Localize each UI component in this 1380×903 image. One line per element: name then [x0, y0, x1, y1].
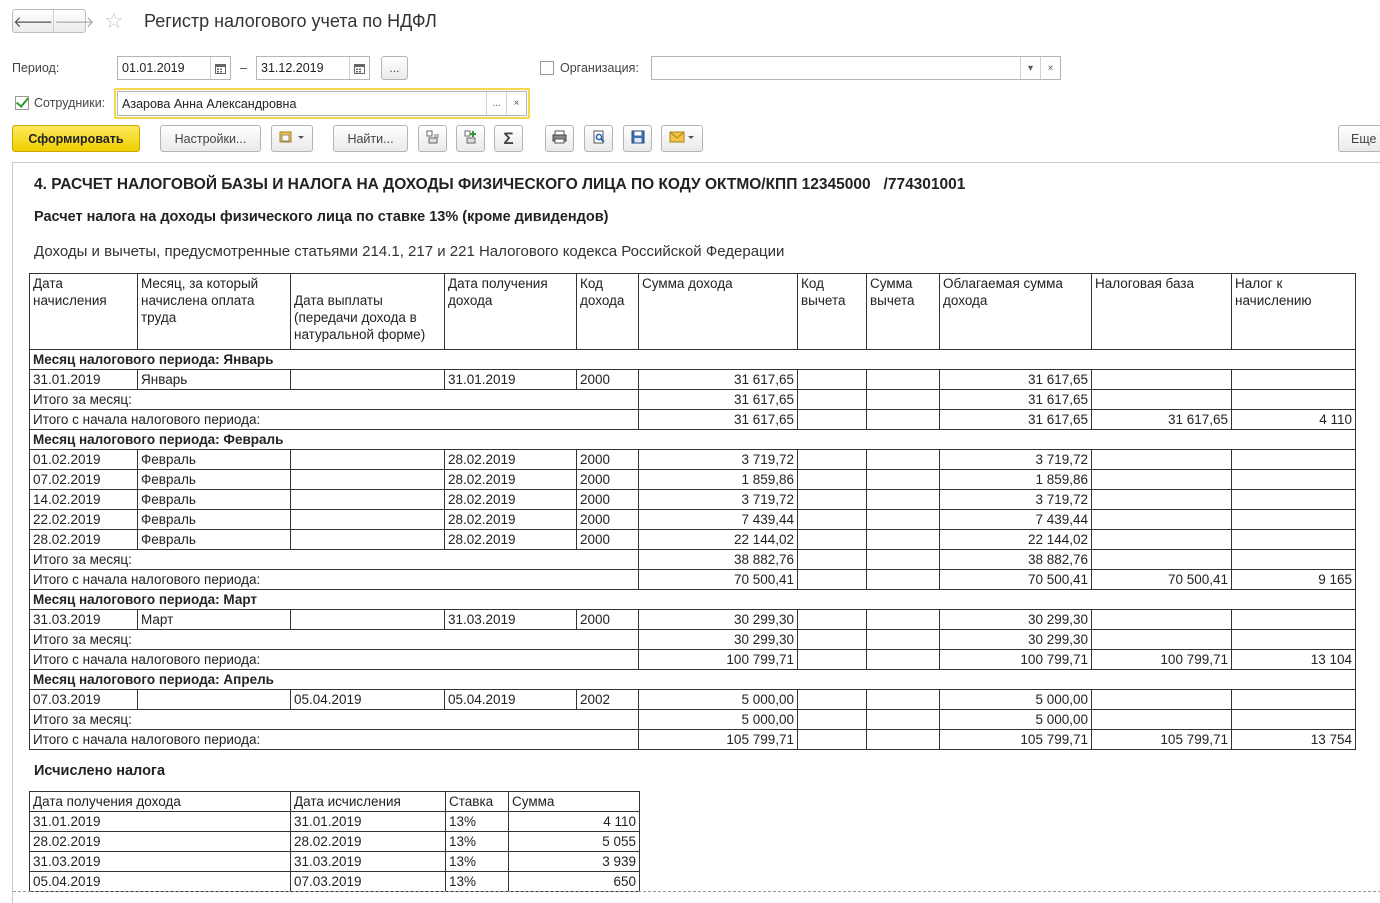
table-cell: Март [138, 610, 291, 630]
tax-cell: 4 110 [509, 812, 640, 832]
table-cell [1092, 530, 1232, 550]
window-titlebar [0, 0, 1380, 46]
organization-field[interactable] [651, 56, 1061, 80]
table-cell [1232, 470, 1356, 490]
total-cell: 38 882,76 [639, 550, 798, 570]
table-cell [1232, 690, 1356, 710]
table-cell [798, 610, 867, 630]
employees-label: Сотрудники: [34, 96, 106, 110]
calendar-icon[interactable] [349, 57, 369, 79]
table-cell [291, 450, 445, 470]
total-label: Итого с начала налогового периода: [30, 730, 639, 750]
favorite-star-icon[interactable]: ☆ [104, 8, 124, 33]
table-cell: 31.01.2019 [445, 370, 577, 390]
more-menu-button[interactable]: Еще [1338, 125, 1380, 152]
table-cell: 28.02.2019 [445, 530, 577, 550]
total-cell [867, 570, 940, 590]
total-cell [1232, 390, 1356, 410]
table-cell: 28.02.2019 [30, 530, 138, 550]
group-header-row [30, 350, 1356, 370]
column-header: Налог к начислению [1232, 274, 1356, 350]
tax-cell: 05.04.2019 [30, 872, 291, 892]
send-email-button[interactable] [661, 125, 703, 152]
tax-cell: 07.03.2019 [291, 872, 446, 892]
table-cell [291, 610, 445, 630]
income-table [29, 273, 1356, 750]
table-row [30, 450, 1356, 470]
table-cell [798, 510, 867, 530]
table-cell [1092, 610, 1232, 630]
total-cell [867, 650, 940, 670]
column-header: Сумма дохода [639, 274, 798, 350]
table-row [30, 530, 1356, 550]
employees-checkbox[interactable] [15, 96, 29, 110]
total-cell [867, 630, 940, 650]
table-cell: 01.02.2019 [30, 450, 138, 470]
total-cell: 100 799,71 [940, 650, 1092, 670]
total-label: Итого за месяц: [30, 390, 639, 410]
table-cell: 2000 [577, 470, 639, 490]
table-cell: 31.03.2019 [30, 610, 138, 630]
table-cell: 2000 [577, 610, 639, 630]
report-document [12, 162, 1380, 903]
table-cell [138, 690, 291, 710]
table-cell: 2000 [577, 510, 639, 530]
total-cell [798, 710, 867, 730]
total-cell [1232, 630, 1356, 650]
table-cell: 28.02.2019 [445, 490, 577, 510]
tax-cell: 650 [509, 872, 640, 892]
clear-icon[interactable]: × [1040, 57, 1060, 79]
total-cell: 70 500,41 [940, 570, 1092, 590]
tax-cell: 31.03.2019 [30, 852, 291, 872]
total-cell: 5 000,00 [639, 710, 798, 730]
table-cell: Февраль [138, 510, 291, 530]
group-header: Месяц налогового периода: Апрель [30, 670, 1356, 690]
table-row [30, 690, 1356, 710]
employees-value: Азарова Анна Александровна [122, 96, 297, 111]
period-select-button[interactable]: ... [381, 56, 408, 80]
table-row [30, 490, 1356, 510]
clear-icon[interactable]: × [506, 92, 526, 115]
table-cell [291, 370, 445, 390]
table-cell [1092, 690, 1232, 710]
total-cell: 9 165 [1232, 570, 1356, 590]
expand-groups-icon [426, 130, 440, 147]
variants-button[interactable] [271, 125, 313, 152]
tax-column-header: Ставка [446, 792, 509, 812]
column-header: Налоговая база [1092, 274, 1232, 350]
organization-label: Организация: [560, 61, 639, 75]
table-cell: 14.02.2019 [30, 490, 138, 510]
table-cell [867, 450, 940, 470]
total-cell: 70 500,41 [639, 570, 798, 590]
table-cell: 7 439,44 [940, 510, 1092, 530]
total-label: Итого с начала налогового периода: [30, 650, 639, 670]
printer-icon [552, 130, 567, 147]
preview-button[interactable] [584, 125, 613, 152]
arrow-right-icon: 🡒 [54, 13, 95, 31]
table-cell [291, 510, 445, 530]
table-cell: Февраль [138, 450, 291, 470]
total-cell: 31 617,65 [639, 410, 798, 430]
total-label: Итого за месяц: [30, 710, 639, 730]
sum-button[interactable]: Σ [494, 125, 523, 152]
tax-cell: 13% [446, 812, 509, 832]
total-cell [1092, 630, 1232, 650]
total-cell [798, 410, 867, 430]
table-cell: 2000 [577, 490, 639, 510]
table-row [30, 370, 1356, 390]
table-cell: 28.02.2019 [445, 510, 577, 530]
group-header-row [30, 430, 1356, 450]
total-cell [867, 390, 940, 410]
tax-header-row [30, 792, 640, 812]
tax-section-title: Исчислено налога [34, 763, 166, 779]
total-cell: 31 617,65 [940, 410, 1092, 430]
table-cell: 2000 [577, 450, 639, 470]
date-separator: – [240, 61, 247, 75]
table-cell [798, 530, 867, 550]
tax-column-header: Дата получения дохода [30, 792, 291, 812]
ytd-total-row [30, 650, 1356, 670]
tax-row [30, 852, 640, 872]
collapse-groups-button[interactable] [456, 125, 485, 152]
table-cell: 31.01.2019 [30, 370, 138, 390]
total-cell: 13 104 [1232, 650, 1356, 670]
table-cell [798, 370, 867, 390]
history-nav [12, 9, 95, 33]
total-cell: 31 617,65 [639, 390, 798, 410]
table-cell [798, 450, 867, 470]
organization-checkbox[interactable] [540, 61, 554, 75]
total-cell: 38 882,76 [940, 550, 1092, 570]
date-to-value: 31.12.2019 [261, 61, 324, 75]
table-cell [1232, 510, 1356, 530]
table-cell [867, 370, 940, 390]
total-cell: 105 799,71 [940, 730, 1092, 750]
total-cell [867, 710, 940, 730]
tax-row [30, 832, 640, 852]
table-cell: 30 299,30 [940, 610, 1092, 630]
month-total-row [30, 550, 1356, 570]
total-cell [1092, 710, 1232, 730]
tax-cell: 31.03.2019 [291, 852, 446, 872]
column-header: Месяц, за который начислена оплата труда [138, 274, 291, 350]
table-cell: 31 617,65 [639, 370, 798, 390]
total-cell: 70 500,41 [1092, 570, 1232, 590]
print-button[interactable] [545, 125, 574, 152]
ytd-total-row [30, 730, 1356, 750]
tax-cell: 5 055 [509, 832, 640, 852]
table-cell: 30 299,30 [639, 610, 798, 630]
table-cell: 05.04.2019 [445, 690, 577, 710]
table-cell: 31.03.2019 [445, 610, 577, 630]
table-cell: 31 617,65 [940, 370, 1092, 390]
month-total-row [30, 390, 1356, 410]
total-cell [867, 410, 940, 430]
table-cell: Февраль [138, 530, 291, 550]
tax-cell: 31.01.2019 [30, 812, 291, 832]
ytd-total-row [30, 570, 1356, 590]
month-total-row [30, 710, 1356, 730]
table-cell: Февраль [138, 490, 291, 510]
total-cell [1092, 550, 1232, 570]
table-cell [291, 490, 445, 510]
table-cell [1092, 510, 1232, 530]
folder-report-icon [279, 130, 305, 147]
report-subtitle-2: Доходы и вычеты, предусмотренные статьями 214.1, 217 и 221 Налогового кодекса Российской Федерации [34, 243, 785, 260]
column-header: Дата начисления [30, 274, 138, 350]
table-cell [867, 610, 940, 630]
table-cell: 2002 [577, 690, 639, 710]
back-button[interactable] [13, 10, 53, 32]
report-title: 4. РАСЧЕТ НАЛОГОВОЙ БАЗЫ И НАЛОГА НА ДОХОДЫ ФИЗИЧЕСКОГО ЛИЦА ПО КОДУ ОКТМО/КПП 12345000 /774301001 [34, 176, 966, 193]
total-cell [798, 630, 867, 650]
tax-table [29, 791, 640, 892]
total-cell: 105 799,71 [1092, 730, 1232, 750]
tax-cell: 13% [446, 872, 509, 892]
page-break-line [13, 891, 1380, 892]
table-cell [1232, 530, 1356, 550]
table-cell: 07.02.2019 [30, 470, 138, 490]
total-cell [867, 730, 940, 750]
table-cell: 05.04.2019 [291, 690, 445, 710]
collapse-groups-icon [464, 130, 478, 147]
floppy-disk-icon [631, 130, 645, 147]
table-row [30, 610, 1356, 630]
table-cell: 3 719,72 [940, 490, 1092, 510]
table-cell: 22 144,02 [940, 530, 1092, 550]
column-header: Дата получения дохода [445, 274, 577, 350]
ytd-total-row [30, 410, 1356, 430]
table-cell: 2000 [577, 370, 639, 390]
table-cell [1232, 490, 1356, 510]
table-cell: 3 719,72 [940, 450, 1092, 470]
table-cell [1092, 450, 1232, 470]
table-cell [798, 490, 867, 510]
total-label: Итого за месяц: [30, 630, 639, 650]
calendar-icon[interactable] [210, 57, 230, 79]
tax-cell: 31.01.2019 [291, 812, 446, 832]
report-subtitle: Расчет налога на доходы физического лица по ставке 13% (кроме дивидендов) [34, 209, 609, 225]
date-to-field[interactable] [256, 56, 370, 80]
table-cell [798, 470, 867, 490]
tax-cell: 13% [446, 852, 509, 872]
tax-column-header: Дата исчисления [291, 792, 446, 812]
table-header-row [30, 274, 1356, 350]
table-cell [1232, 450, 1356, 470]
total-cell: 31 617,65 [940, 390, 1092, 410]
group-header-row [30, 590, 1356, 610]
total-cell: 30 299,30 [940, 630, 1092, 650]
total-label: Итого с начала налогового периода: [30, 410, 639, 430]
total-label: Итого за месяц: [30, 550, 639, 570]
table-cell: Февраль [138, 470, 291, 490]
table-cell [291, 530, 445, 550]
table-cell [1092, 370, 1232, 390]
employees-field[interactable] [117, 91, 527, 116]
settings-button[interactable]: Настройки... [160, 125, 261, 152]
table-cell [1092, 470, 1232, 490]
group-header: Месяц налогового периода: Февраль [30, 430, 1356, 450]
total-cell [1232, 550, 1356, 570]
total-cell [1092, 390, 1232, 410]
table-cell [867, 490, 940, 510]
table-cell: 22.02.2019 [30, 510, 138, 530]
table-cell [1232, 370, 1356, 390]
table-cell [867, 510, 940, 530]
total-cell: 100 799,71 [639, 650, 798, 670]
table-cell [867, 530, 940, 550]
table-cell [291, 470, 445, 490]
table-row [30, 510, 1356, 530]
find-button[interactable]: Найти... [333, 125, 408, 152]
total-cell [798, 570, 867, 590]
tax-cell: 3 939 [509, 852, 640, 872]
expand-groups-button[interactable] [418, 125, 447, 152]
tax-row [30, 812, 640, 832]
save-button[interactable] [623, 125, 652, 152]
chevron-down-icon[interactable]: ▾ [1020, 57, 1040, 79]
total-cell [798, 550, 867, 570]
month-total-row [30, 630, 1356, 650]
table-cell [1092, 490, 1232, 510]
total-cell [867, 550, 940, 570]
envelope-icon [669, 130, 695, 147]
tax-cell: 13% [446, 832, 509, 852]
tax-cell: 28.02.2019 [291, 832, 446, 852]
table-cell: 3 719,72 [639, 490, 798, 510]
table-cell: Январь [138, 370, 291, 390]
table-cell: 1 859,86 [940, 470, 1092, 490]
table-cell [1232, 610, 1356, 630]
total-cell: 105 799,71 [639, 730, 798, 750]
column-header: Код дохода [577, 274, 639, 350]
date-from-value: 01.01.2019 [122, 61, 185, 75]
table-cell [867, 690, 940, 710]
table-cell: 28.02.2019 [445, 470, 577, 490]
column-header: Дата выплаты (передачи дохода в натуральной форме) [291, 274, 445, 350]
column-header: Сумма вычета [867, 274, 940, 350]
window-title: Регистр налогового учета по НДФЛ [144, 11, 437, 31]
table-cell: 22 144,02 [639, 530, 798, 550]
table-row [30, 470, 1356, 490]
tax-cell: 28.02.2019 [30, 832, 291, 852]
total-cell [798, 650, 867, 670]
table-cell: 3 719,72 [639, 450, 798, 470]
tax-column-header: Сумма [509, 792, 640, 812]
table-cell: 1 859,86 [639, 470, 798, 490]
table-cell: 07.03.2019 [30, 690, 138, 710]
group-header-row [30, 670, 1356, 690]
table-cell: 2000 [577, 530, 639, 550]
group-header: Месяц налогового периода: Январь [30, 350, 1356, 370]
column-header: Облагаемая сумма дохода [940, 274, 1092, 350]
group-header: Месяц налогового периода: Март [30, 590, 1356, 610]
total-label: Итого с начала налогового периода: [30, 570, 639, 590]
total-cell: 4 110 [1232, 410, 1356, 430]
arrow-left-icon: 🡐 [13, 13, 54, 31]
period-label: Период: [12, 61, 60, 75]
tax-row [30, 872, 640, 892]
employees-select-button[interactable]: ... [486, 92, 506, 115]
total-cell [1232, 710, 1356, 730]
total-cell: 100 799,71 [1092, 650, 1232, 670]
table-cell: 28.02.2019 [445, 450, 577, 470]
date-from-field[interactable] [117, 56, 231, 80]
table-cell: 7 439,44 [639, 510, 798, 530]
forward-button[interactable] [53, 10, 94, 32]
table-cell: 5 000,00 [639, 690, 798, 710]
total-cell [798, 390, 867, 410]
total-cell: 30 299,30 [639, 630, 798, 650]
total-cell [798, 730, 867, 750]
generate-button[interactable]: Сформировать [12, 125, 140, 152]
table-cell [867, 470, 940, 490]
total-cell: 31 617,65 [1092, 410, 1232, 430]
table-cell [798, 690, 867, 710]
table-cell: 5 000,00 [940, 690, 1092, 710]
total-cell: 13 754 [1232, 730, 1356, 750]
column-header: Код вычета [798, 274, 867, 350]
print-preview-icon [592, 130, 606, 147]
total-cell: 5 000,00 [940, 710, 1092, 730]
